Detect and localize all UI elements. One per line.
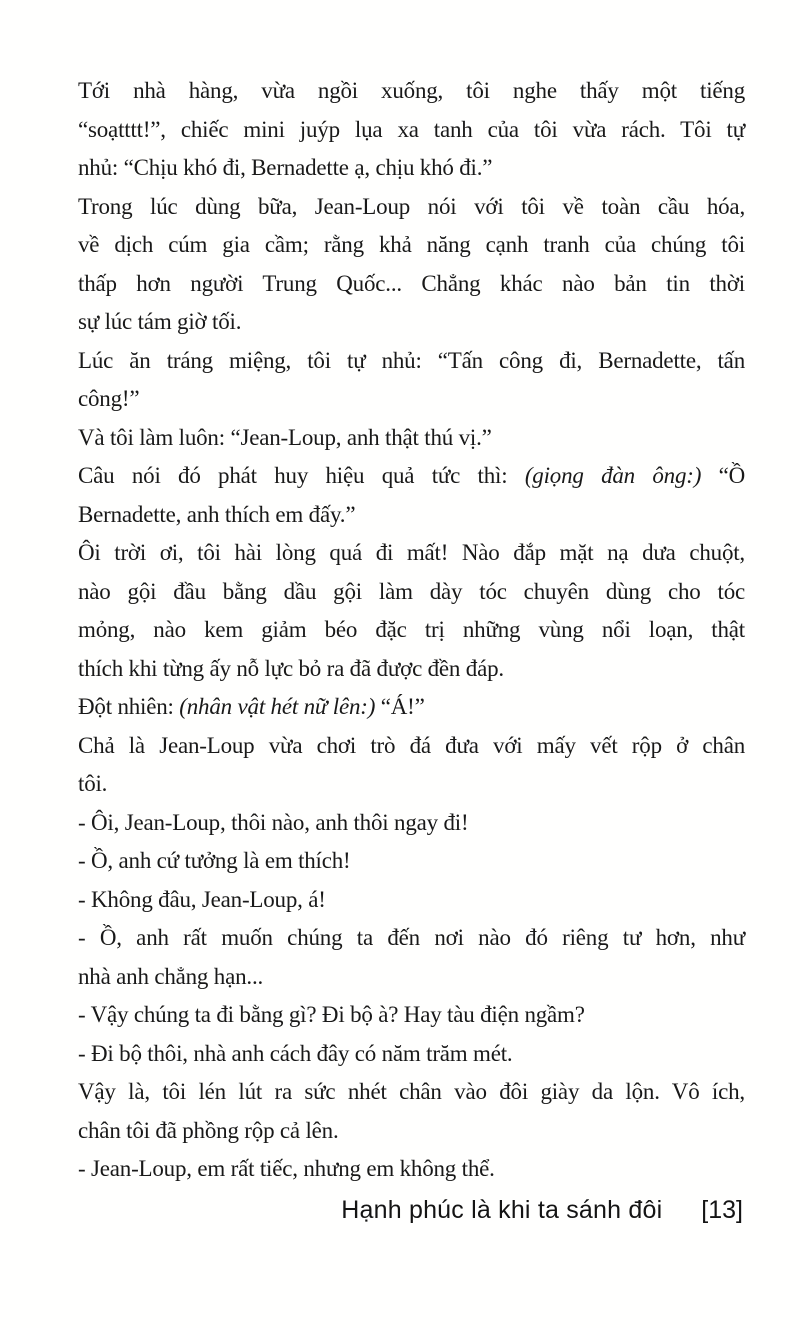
text-line bbox=[78, 688, 745, 727]
text-segment: về dịch cúm gia cầm; rằng khả năng cạnh tranh của chúng tôi bbox=[78, 232, 745, 257]
text-line bbox=[78, 919, 745, 958]
text-line bbox=[78, 842, 745, 881]
text-segment: thích khi từng ấy nỗ lực bỏ ra đã được đền đáp. bbox=[78, 655, 504, 681]
text-line bbox=[78, 881, 745, 920]
footer-running-title: Hạnh phúc là khi ta sánh đôi bbox=[341, 1196, 663, 1224]
text-line bbox=[78, 265, 745, 304]
text-line bbox=[78, 111, 745, 150]
text-segment: Câu nói đó phát huy hiệu quả tức thì: bbox=[78, 463, 525, 488]
text-segment: Đột nhiên: bbox=[78, 694, 180, 719]
text-segment: mỏng, nào kem giảm béo đặc trị những vùng nổi loạn, thật bbox=[78, 617, 745, 642]
text-segment: “Á!” bbox=[375, 694, 425, 719]
text-segment: Bernadette, anh thích em đấy.” bbox=[78, 501, 356, 527]
stage-direction: (giọng đàn ông:) bbox=[524, 463, 702, 488]
text-segment: - Đi bộ thôi, nhà anh cách đây có năm trăm mét. bbox=[78, 1040, 513, 1066]
text-line bbox=[78, 727, 745, 766]
text-segment: Tới nhà hàng, vừa ngồi xuống, tôi nghe thấy một tiếng bbox=[78, 78, 745, 103]
text-line bbox=[78, 72, 745, 111]
text-line bbox=[78, 1112, 745, 1151]
text-line bbox=[78, 650, 745, 689]
text-segment: - Vậy chúng ta đi bằng gì? Đi bộ à? Hay tàu điện ngầm? bbox=[78, 1002, 585, 1027]
text-segment: - Ôi, Jean-Loup, thôi nào, anh thôi ngay đi! bbox=[78, 809, 469, 835]
text-line bbox=[78, 149, 745, 188]
text-line bbox=[78, 457, 745, 496]
text-segment: Ôi trời ơi, tôi hài lòng quá đi mất! Nào đắp mặt nạ dưa chuột, bbox=[78, 540, 745, 565]
text-segment: - Ồ, anh cứ tưởng là em thích! bbox=[78, 848, 351, 873]
text-line bbox=[78, 1150, 745, 1189]
text-line bbox=[78, 534, 745, 573]
text-segment: Trong lúc dùng bữa, Jean-Loup nói với tôi về toàn cầu hóa, bbox=[78, 193, 745, 219]
book-text bbox=[78, 72, 745, 1189]
text-line bbox=[78, 419, 745, 458]
text-segment: nào gội đầu bằng dầu gội làm dày tóc chuyên dùng cho tóc bbox=[78, 578, 745, 604]
text-segment: - Không đâu, Jean-Loup, á! bbox=[78, 886, 326, 912]
text-line bbox=[78, 611, 745, 650]
text-segment: - Ồ, anh rất muốn chúng ta đến nơi nào đó riêng tư hơn, như bbox=[78, 925, 745, 950]
text-line bbox=[78, 188, 745, 227]
page-footer bbox=[341, 1196, 743, 1225]
text-segment: Lúc ăn tráng miệng, tôi tự nhủ: “Tấn công đi, Bernadette, tấn bbox=[78, 347, 745, 373]
text-line bbox=[78, 765, 745, 804]
text-line bbox=[78, 804, 745, 843]
text-segment: “Ồ bbox=[701, 463, 745, 488]
text-line bbox=[78, 1073, 745, 1112]
stage-direction: (nhân vật hét nữ lên:) bbox=[179, 694, 376, 719]
text-line bbox=[78, 303, 745, 342]
text-line bbox=[78, 1035, 745, 1074]
text-segment: nhà anh chẳng hạn... bbox=[78, 963, 264, 989]
text-line bbox=[78, 996, 745, 1035]
text-segment: “soạtttt!”, chiếc mini juýp lụa xa tanh của tôi vừa rách. Tôi tự bbox=[78, 116, 745, 142]
text-segment: chân tôi đã phồng rộp cả lên. bbox=[78, 1117, 339, 1143]
text-segment: thấp hơn người Trung Quốc... Chẳng khác nào bản tin thời bbox=[78, 270, 745, 296]
text-line bbox=[78, 496, 745, 535]
text-segment: nhủ: “Chịu khó đi, Bernadette ạ, chịu khó đi.” bbox=[78, 155, 493, 180]
text-line bbox=[78, 573, 745, 612]
text-line bbox=[78, 342, 745, 381]
footer-page-number: [13] bbox=[701, 1196, 743, 1224]
text-segment: Vậy là, tôi lén lút ra sức nhét chân vào đôi giày da lộn. Vô ích, bbox=[78, 1079, 745, 1104]
text-segment: Và tôi làm luôn: “Jean-Loup, anh thật thú vị.” bbox=[78, 424, 492, 450]
text-segment: công!” bbox=[78, 386, 140, 411]
text-segment: tôi. bbox=[78, 771, 108, 796]
text-line bbox=[78, 226, 745, 265]
text-segment: sự lúc tám giờ tối. bbox=[78, 309, 242, 334]
text-line bbox=[78, 380, 745, 419]
text-segment: - Jean-Loup, em rất tiếc, nhưng em không thể. bbox=[78, 1156, 495, 1181]
text-line bbox=[78, 958, 745, 997]
text-segment: Chả là Jean-Loup vừa chơi trò đá đưa với mấy vết rộp ở chân bbox=[78, 732, 745, 758]
